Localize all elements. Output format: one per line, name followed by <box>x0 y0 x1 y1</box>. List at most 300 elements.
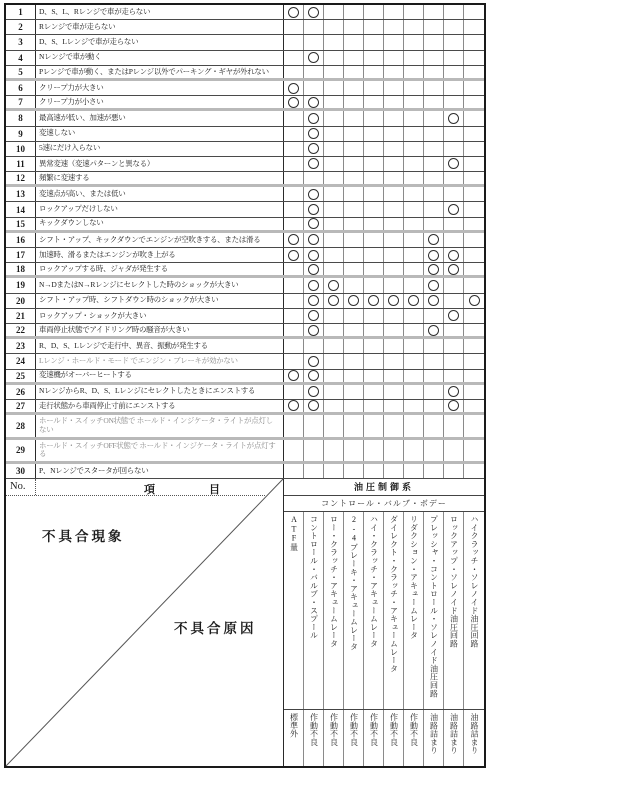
mark-cell <box>424 324 444 336</box>
mark-cell <box>284 339 304 353</box>
cause-columns-header <box>284 479 484 766</box>
symptom-text: D、S、L、Rレンジで車が走らない <box>36 5 284 19</box>
mark-cell <box>344 202 364 216</box>
mark-cell <box>364 142 384 156</box>
mark-cell <box>404 400 424 412</box>
mark-cell <box>304 66 324 78</box>
mark-cell <box>424 415 444 437</box>
symptom-text: 変速点が高い、または低い <box>36 187 284 201</box>
mark-cell <box>344 370 364 382</box>
circle-mark <box>288 234 299 245</box>
table-row <box>6 51 484 66</box>
mark-cell <box>344 218 364 230</box>
mark-cell <box>384 309 404 323</box>
mark-cell <box>344 96 364 108</box>
symptom-text: シフト・アップ、キックダウンでエンジンが空吹きする、または滑る <box>36 233 284 247</box>
circle-mark <box>308 325 319 336</box>
mark-cell <box>364 66 384 78</box>
cause-state-cell <box>384 710 404 766</box>
mark-cell <box>384 218 404 230</box>
cause-column-names <box>284 512 484 710</box>
mark-cell <box>464 142 484 156</box>
mark-cell <box>384 20 404 34</box>
troubleshooting-table <box>4 3 486 768</box>
mark-cell <box>384 370 404 382</box>
cause-state-label: 作動不良 <box>409 713 419 747</box>
cause-column-header <box>284 512 304 709</box>
mark-cell <box>364 354 384 368</box>
mark-cell <box>324 354 344 368</box>
causes-axis-label: 不具合原因 <box>174 621 257 637</box>
mark-cell <box>304 278 324 292</box>
mark-cell <box>324 248 344 262</box>
row-number: 9 <box>6 127 36 141</box>
mark-cell <box>444 111 464 125</box>
mark-cell <box>324 5 344 19</box>
row-number: 3 <box>6 35 36 49</box>
mark-cell <box>464 111 484 125</box>
mark-cell <box>284 354 304 368</box>
mark-cell <box>284 187 304 201</box>
mark-cell <box>344 187 364 201</box>
table-row <box>6 440 484 465</box>
symptom-text: 加速時、滑るまたはエンジンが吹き上がる <box>36 248 284 262</box>
table-row <box>6 5 484 20</box>
row-number: 30 <box>6 464 36 478</box>
mark-cell <box>424 440 444 462</box>
mark-cell <box>444 263 464 275</box>
mark-cell <box>364 324 384 336</box>
mark-cell <box>404 51 424 65</box>
mark-cell <box>444 385 464 399</box>
row-number: 17 <box>6 248 36 262</box>
mark-cell <box>344 278 364 292</box>
mark-cell <box>344 339 364 353</box>
mark-cell <box>424 66 444 78</box>
mark-cell <box>384 415 404 437</box>
mark-cell <box>464 172 484 184</box>
circle-mark <box>308 7 319 18</box>
circle-mark <box>308 370 319 381</box>
mark-cell <box>404 66 424 78</box>
mark-cell <box>424 218 444 230</box>
mark-cell <box>304 81 324 95</box>
symptom-text: R、D、S、Lレンジで走行中、異音、振動が発生する <box>36 339 284 353</box>
mark-cell <box>424 248 444 262</box>
mark-cell <box>464 202 484 216</box>
circle-mark <box>288 250 299 261</box>
mark-cell <box>384 96 404 108</box>
mark-cell <box>444 309 464 323</box>
table-row <box>6 278 484 293</box>
mark-cell <box>364 294 384 308</box>
mark-cell <box>404 157 424 171</box>
mark-cell <box>384 263 404 275</box>
row-number: 21 <box>6 309 36 323</box>
cause-column-name: ロー・クラッチ・アキュームレータ <box>329 515 339 649</box>
circle-mark <box>348 295 359 306</box>
mark-cell <box>384 464 404 478</box>
table-row <box>6 218 484 233</box>
row-number: 18 <box>6 263 36 275</box>
circle-mark <box>448 158 459 169</box>
table-row <box>6 111 484 126</box>
mark-cell <box>424 127 444 141</box>
mark-cell <box>464 187 484 201</box>
mark-cell <box>364 81 384 95</box>
mark-cell <box>384 354 404 368</box>
circle-mark <box>448 250 459 261</box>
mark-cell <box>284 172 304 184</box>
mark-cell <box>344 354 364 368</box>
mark-cell <box>324 339 344 353</box>
circle-mark <box>428 234 439 245</box>
mark-cell <box>304 415 324 437</box>
mark-cell <box>284 202 304 216</box>
symptom-text: 最高速が低い、加速が悪い <box>36 111 284 125</box>
mark-cell <box>304 127 324 141</box>
table-row <box>6 127 484 142</box>
row-number: 24 <box>6 354 36 368</box>
mark-cell <box>464 233 484 247</box>
row-number: 15 <box>6 218 36 230</box>
mark-cell <box>464 81 484 95</box>
mark-cell <box>284 440 304 462</box>
mark-cell <box>464 66 484 78</box>
mark-cell <box>344 20 364 34</box>
mark-cell <box>304 96 324 108</box>
mark-cell <box>424 294 444 308</box>
mark-cell <box>324 142 344 156</box>
mark-cell <box>284 263 304 275</box>
mark-cell <box>384 440 404 462</box>
subsystem-group-label: コントロール・バルブ・ボデー <box>284 496 484 512</box>
symptom-text: ロックアップだけしない <box>36 202 284 216</box>
symptom-text: ホールド・スイッチON状態で ホールド・インジケータ・ライトが点灯しない <box>36 415 284 437</box>
mark-cell <box>284 35 304 49</box>
mark-cell <box>344 248 364 262</box>
mark-cell <box>324 440 344 462</box>
circle-mark <box>448 386 459 397</box>
mark-cell <box>304 20 324 34</box>
dotted-divider <box>35 479 36 495</box>
mark-cell <box>444 218 464 230</box>
mark-cell <box>424 263 444 275</box>
mark-cell <box>464 309 484 323</box>
mark-cell <box>324 35 344 49</box>
mark-cell <box>344 385 364 399</box>
mark-cell <box>464 35 484 49</box>
mark-cell <box>324 385 344 399</box>
mark-cell <box>324 370 344 382</box>
mark-cell <box>464 294 484 308</box>
cause-state-label: 作動不良 <box>329 713 339 747</box>
header-band <box>6 479 484 766</box>
mark-cell <box>424 339 444 353</box>
mark-cell <box>404 339 424 353</box>
mark-cell <box>304 157 324 171</box>
item-column-label: 目 <box>209 484 220 497</box>
mark-cell <box>344 111 364 125</box>
mark-cell <box>444 66 464 78</box>
mark-cell <box>324 400 344 412</box>
table-row <box>6 202 484 217</box>
mark-cell <box>284 464 304 478</box>
mark-cell <box>364 202 384 216</box>
mark-cell <box>384 202 404 216</box>
phenomena-axis-label: 不具合現象 <box>42 529 125 545</box>
circle-mark <box>448 204 459 215</box>
circle-mark <box>308 310 319 321</box>
symptom-text: P、Nレンジでスタータが回らない <box>36 464 284 478</box>
mark-cell <box>304 248 324 262</box>
mark-cell <box>424 187 444 201</box>
mark-cell <box>424 309 444 323</box>
mark-cell <box>384 187 404 201</box>
symptom-text: 変速機がオーバーヒートする <box>36 370 284 382</box>
mark-cell <box>364 233 384 247</box>
mark-cell <box>404 218 424 230</box>
cause-column-name: ロックアップ・ソレノイド油圧回路 <box>449 515 459 649</box>
table-row <box>6 294 484 309</box>
mark-cell <box>344 309 364 323</box>
circle-mark <box>308 218 319 229</box>
table-row <box>6 370 484 385</box>
cause-column-header <box>424 512 444 709</box>
mark-cell <box>384 66 404 78</box>
mark-cell <box>424 233 444 247</box>
mark-cell <box>364 111 384 125</box>
symptom-text: 車両停止状態でアイドリング時の騒音が大きい <box>36 324 284 336</box>
symptom-text: ロックアップする時、ジャダが発生する <box>36 263 284 275</box>
mark-cell <box>344 66 364 78</box>
mark-cell <box>364 309 384 323</box>
symptom-text: 走行状態から車両停止寸前にエンストする <box>36 400 284 412</box>
mark-cell <box>364 440 384 462</box>
circle-mark <box>288 400 299 411</box>
mark-cell <box>464 20 484 34</box>
mark-cell <box>284 385 304 399</box>
table-row <box>6 35 484 50</box>
mark-cell <box>444 278 464 292</box>
symptom-text: ロックアップ・ショックが大きい <box>36 309 284 323</box>
cause-state-label: 作動不良 <box>309 713 319 747</box>
mark-cell <box>404 415 424 437</box>
cause-column-name: コントロール・バルブ・スプール <box>309 515 319 640</box>
cause-state-cell <box>424 710 444 766</box>
mark-cell <box>444 415 464 437</box>
mark-cell <box>424 370 444 382</box>
symptom-text: N→DまたはN→Rレンジにセレクトした時のショックが大きい <box>36 278 284 292</box>
mark-cell <box>444 202 464 216</box>
circle-mark <box>308 356 319 367</box>
no-column-label: No. <box>10 481 26 493</box>
mark-cell <box>284 400 304 412</box>
mark-cell <box>464 324 484 336</box>
circle-mark <box>368 295 379 306</box>
circle-mark <box>308 143 319 154</box>
cause-column-header <box>364 512 384 709</box>
mark-cell <box>364 187 384 201</box>
mark-cell <box>404 324 424 336</box>
mark-cell <box>404 172 424 184</box>
mark-cell <box>284 81 304 95</box>
table-row <box>6 187 484 202</box>
circle-mark <box>308 204 319 215</box>
mark-cell <box>424 20 444 34</box>
mark-cell <box>464 5 484 19</box>
mark-cell <box>404 81 424 95</box>
table-row <box>6 339 484 354</box>
table-row <box>6 263 484 278</box>
mark-cell <box>344 157 364 171</box>
symptom-text: Nレンジで車が動く <box>36 51 284 65</box>
mark-cell <box>324 127 344 141</box>
table-row <box>6 385 484 400</box>
mark-cell <box>424 51 444 65</box>
circle-mark <box>308 97 319 108</box>
mark-cell <box>464 385 484 399</box>
circle-mark <box>288 83 299 94</box>
mark-cell <box>384 385 404 399</box>
table-row <box>6 354 484 369</box>
mark-cell <box>384 142 404 156</box>
mark-cell <box>344 51 364 65</box>
circle-mark <box>469 295 480 306</box>
mark-cell <box>324 111 344 125</box>
mark-cell <box>424 111 444 125</box>
symptom-text: ホールド・スイッチOFF状態で ホールド・インジケータ・ライトが点灯する <box>36 440 284 462</box>
mark-cell <box>284 157 304 171</box>
mark-cell <box>384 111 404 125</box>
cause-column-states <box>284 710 484 766</box>
mark-cell <box>444 81 464 95</box>
mark-cell <box>404 309 424 323</box>
circle-mark <box>388 295 399 306</box>
mark-cell <box>384 81 404 95</box>
table-row <box>6 66 484 81</box>
mark-cell <box>404 354 424 368</box>
symptom-text: クリープ力が大きい <box>36 81 284 95</box>
mark-cell <box>424 172 444 184</box>
mark-cell <box>364 278 384 292</box>
mark-cell <box>304 324 324 336</box>
mark-cell <box>304 233 324 247</box>
mark-cell <box>284 96 304 108</box>
circle-mark <box>448 264 459 275</box>
mark-cell <box>444 370 464 382</box>
mark-cell <box>304 202 324 216</box>
mark-cell <box>424 157 444 171</box>
mark-cell <box>284 111 304 125</box>
mark-cell <box>384 35 404 49</box>
mark-cell <box>444 464 464 478</box>
table-row <box>6 81 484 96</box>
mark-cell <box>304 51 324 65</box>
mark-cell <box>324 464 344 478</box>
mark-cell <box>364 20 384 34</box>
cause-column-name: リダクション・アキュームレータ <box>409 515 419 640</box>
cause-state-label: 油路詰まり <box>449 713 459 755</box>
mark-cell <box>304 294 324 308</box>
circle-mark <box>408 295 419 306</box>
circle-mark <box>448 113 459 124</box>
mark-cell <box>424 464 444 478</box>
mark-cell <box>284 233 304 247</box>
row-number: 26 <box>6 385 36 399</box>
row-number: 10 <box>6 142 36 156</box>
system-group-label: 油圧制御系 <box>284 479 484 496</box>
mark-cell <box>464 464 484 478</box>
mark-cell <box>284 218 304 230</box>
circle-mark <box>308 52 319 63</box>
symptom-text: シフト・アップ時、シフトダウン時のショックが大きい <box>36 294 284 308</box>
row-number: 27 <box>6 400 36 412</box>
mark-cell <box>364 172 384 184</box>
circle-mark <box>308 400 319 411</box>
mark-cell <box>444 440 464 462</box>
mark-cell <box>464 96 484 108</box>
circle-mark <box>428 264 439 275</box>
mark-cell <box>384 400 404 412</box>
mark-cell <box>464 278 484 292</box>
circle-mark <box>288 370 299 381</box>
mark-cell <box>424 202 444 216</box>
table-row <box>6 309 484 324</box>
mark-cell <box>364 51 384 65</box>
mark-cell <box>344 415 364 437</box>
mark-cell <box>344 81 364 95</box>
circle-mark <box>308 295 319 306</box>
circle-mark <box>428 325 439 336</box>
mark-cell <box>464 127 484 141</box>
circle-mark <box>308 128 319 139</box>
mark-cell <box>464 415 484 437</box>
circle-mark <box>428 250 439 261</box>
cause-state-cell <box>404 710 424 766</box>
mark-cell <box>404 370 424 382</box>
mark-cell <box>364 339 384 353</box>
row-number: 19 <box>6 278 36 292</box>
mark-cell <box>384 157 404 171</box>
mark-cell <box>444 248 464 262</box>
row-number: 4 <box>6 51 36 65</box>
mark-cell <box>404 385 424 399</box>
table-row <box>6 96 484 111</box>
cause-state-cell <box>344 710 364 766</box>
mark-cell <box>404 35 424 49</box>
row-number: 8 <box>6 111 36 125</box>
cause-column-header <box>404 512 424 709</box>
mark-cell <box>384 51 404 65</box>
mark-cell <box>424 5 444 19</box>
cause-state-label: 作動不良 <box>369 713 379 747</box>
mark-cell <box>404 464 424 478</box>
mark-cell <box>284 20 304 34</box>
mark-cell <box>384 324 404 336</box>
mark-cell <box>324 66 344 78</box>
mark-cell <box>344 464 364 478</box>
cause-column-name: ATF量 <box>289 515 299 552</box>
mark-cell <box>444 172 464 184</box>
mark-cell <box>384 5 404 19</box>
table-row <box>6 400 484 415</box>
mark-cell <box>424 385 444 399</box>
mark-cell <box>404 5 424 19</box>
row-number: 22 <box>6 324 36 336</box>
mark-cell <box>444 400 464 412</box>
mark-cell <box>344 400 364 412</box>
